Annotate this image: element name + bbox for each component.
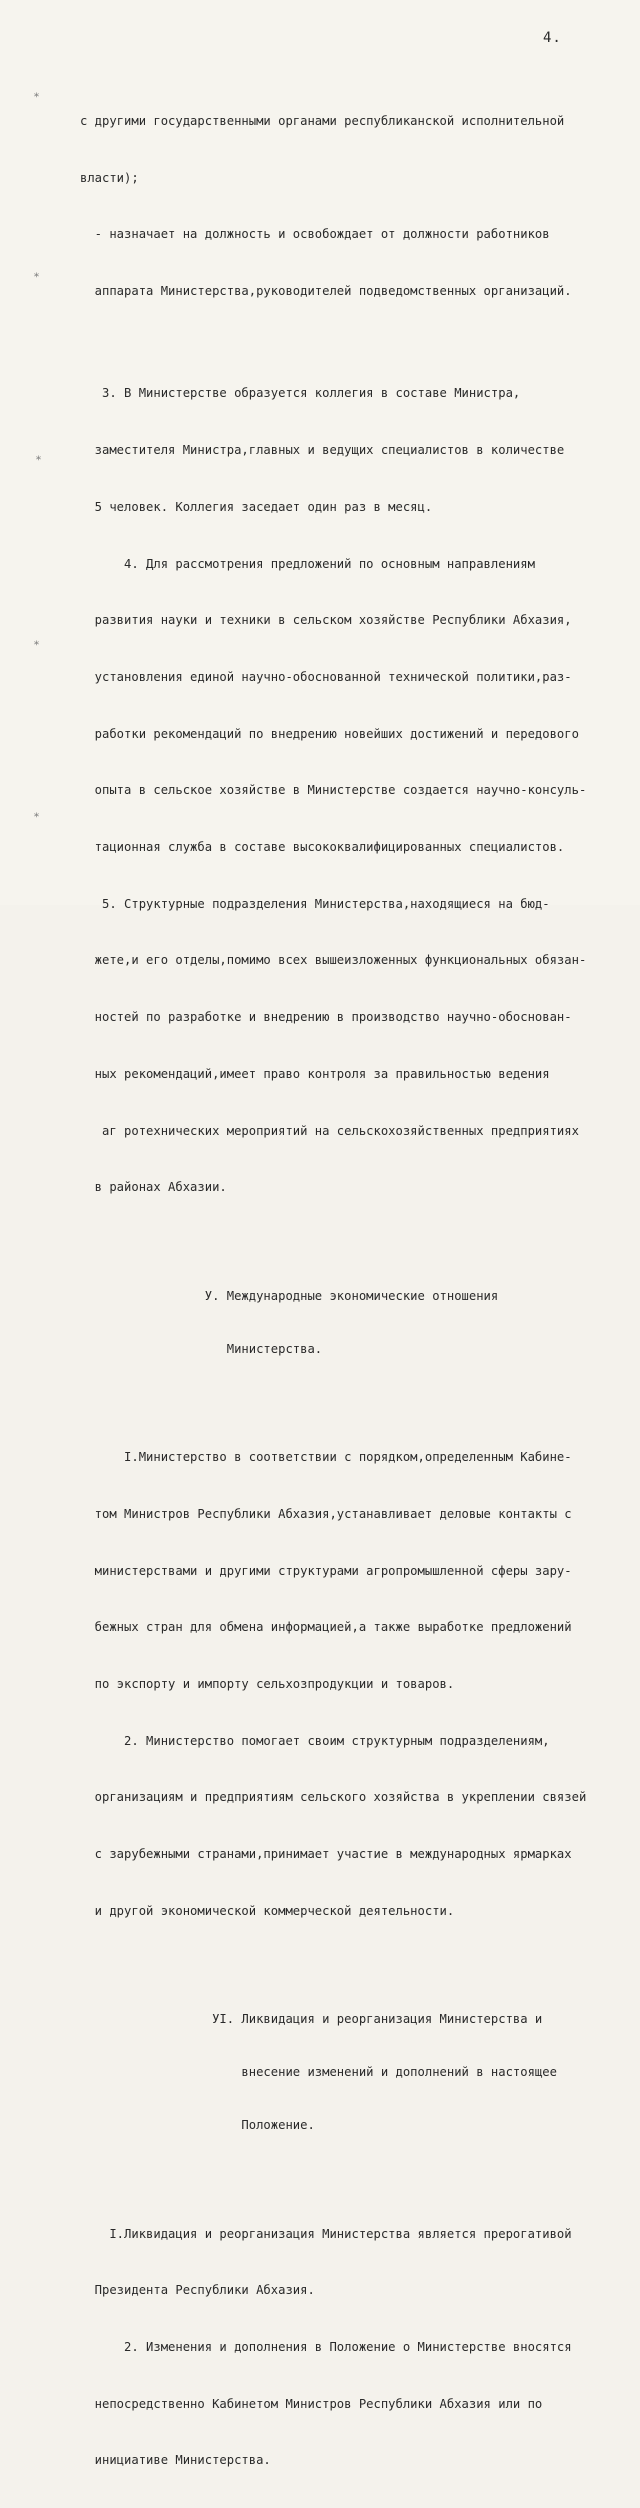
text-line: 5 человек. Коллегия заседает один раз в месяц. [80, 499, 433, 514]
text-line: организациям и предприятиям сельского хозяйства в укреплении связей [80, 1790, 587, 1805]
text-line: бежных стран для обмена информацией,а также выработке предложений [80, 1620, 572, 1635]
text-line: 3. В Министерстве образуется коллегия в составе Министра, [80, 386, 521, 401]
text-line: заместителя Министра,главных и ведущих специалистов в количестве [80, 443, 565, 458]
text-line: с зарубежными странами,принимает участие в международных ярмарках [80, 1847, 572, 1862]
section-heading: Положение. [80, 2118, 315, 2132]
page-number: 4. [543, 30, 562, 46]
text-line: и другой экономической коммерческой деятельности. [80, 1903, 455, 1918]
text-line: 2. Изменения и дополнения в Положение о Министерстве вносятся [80, 2340, 572, 2355]
text-line: министерствами и другими структурами агропромышленной сферы зару- [80, 1563, 572, 1578]
text-line: - назначает на должность и освобождает от должности работников [80, 227, 550, 242]
margin-mark: * [36, 455, 41, 466]
text-line: ных рекомендаций,имеет право контроля за правильностью ведения [80, 1066, 550, 1081]
text-line: установления единой научно-обоснованной технической политики,раз- [80, 669, 572, 684]
text-line: по экспорту и импорту сельхозпродукции и товаров. [80, 1677, 455, 1692]
text-line: власти); [80, 170, 139, 185]
text-line: развития науки и техники в сельском хозяйстве Республики Абхазия, [80, 613, 572, 628]
text-line: I.Министерство в соответствии с порядком,определенным Кабине- [80, 1450, 572, 1465]
section-heading: УI. Ликвидация и реорганизация Министерства и [80, 2012, 543, 2027]
margin-mark: * [34, 812, 39, 823]
text-line: ностей по разработке и внедрению в производство научно-обоснован- [80, 1010, 572, 1025]
text-line: в районах Абхазии. [80, 1180, 227, 1195]
text-line: том Министров Республики Абхазия,устанавливает деловые контакты с [80, 1506, 572, 1521]
text-line: 5. Структурные подразделения Министерства,находящиеся на бюд- [80, 896, 550, 911]
text-line: I.Ликвидация и реорганизация Министерства является прерогативой [80, 2226, 572, 2241]
section-heading: У. Международные экономические отношения [80, 1288, 499, 1303]
text-line: аг ротехнических мероприятий на сельскохозяйственных предприятиях [80, 1123, 579, 1138]
text-line: тационная служба в составе высококвалифицированных специалистов. [80, 840, 565, 855]
margin-mark: * [34, 640, 39, 651]
text-line: непосредственно Кабинетом Министров Республики Абхазия или по [80, 2396, 543, 2411]
margin-mark: * [34, 272, 39, 283]
text-line: Президента Республики Абхазия. [80, 2283, 315, 2298]
text-line: опыта в сельское хозяйстве в Министерстве создается научно-консуль- [80, 783, 587, 798]
text-line: работки рекомендаций по внедрению новейших достижений и передового [80, 726, 579, 741]
text-line: жете,и его отделы,помимо всех вышеизложенных функциональных обязан- [80, 953, 587, 968]
margin-mark: * [34, 92, 39, 103]
document-body [80, 74, 620, 2508]
section-heading: Министерства. [80, 1341, 323, 1356]
text-line: 4. Для рассмотрения предложений по основным направлениям [80, 556, 535, 571]
text-line: аппарата Министерства,руководителей подведомственных организаций. [80, 283, 572, 298]
text-line: 2. Министерство помогает своим структурным подразделениям, [80, 1733, 550, 1748]
text-line: с другими государственными органами республиканской исполнительной [80, 113, 565, 128]
section-heading: внесение изменений и дополнений в настоящее [80, 2065, 557, 2080]
text-line: инициативе Министерства. [80, 2453, 271, 2468]
